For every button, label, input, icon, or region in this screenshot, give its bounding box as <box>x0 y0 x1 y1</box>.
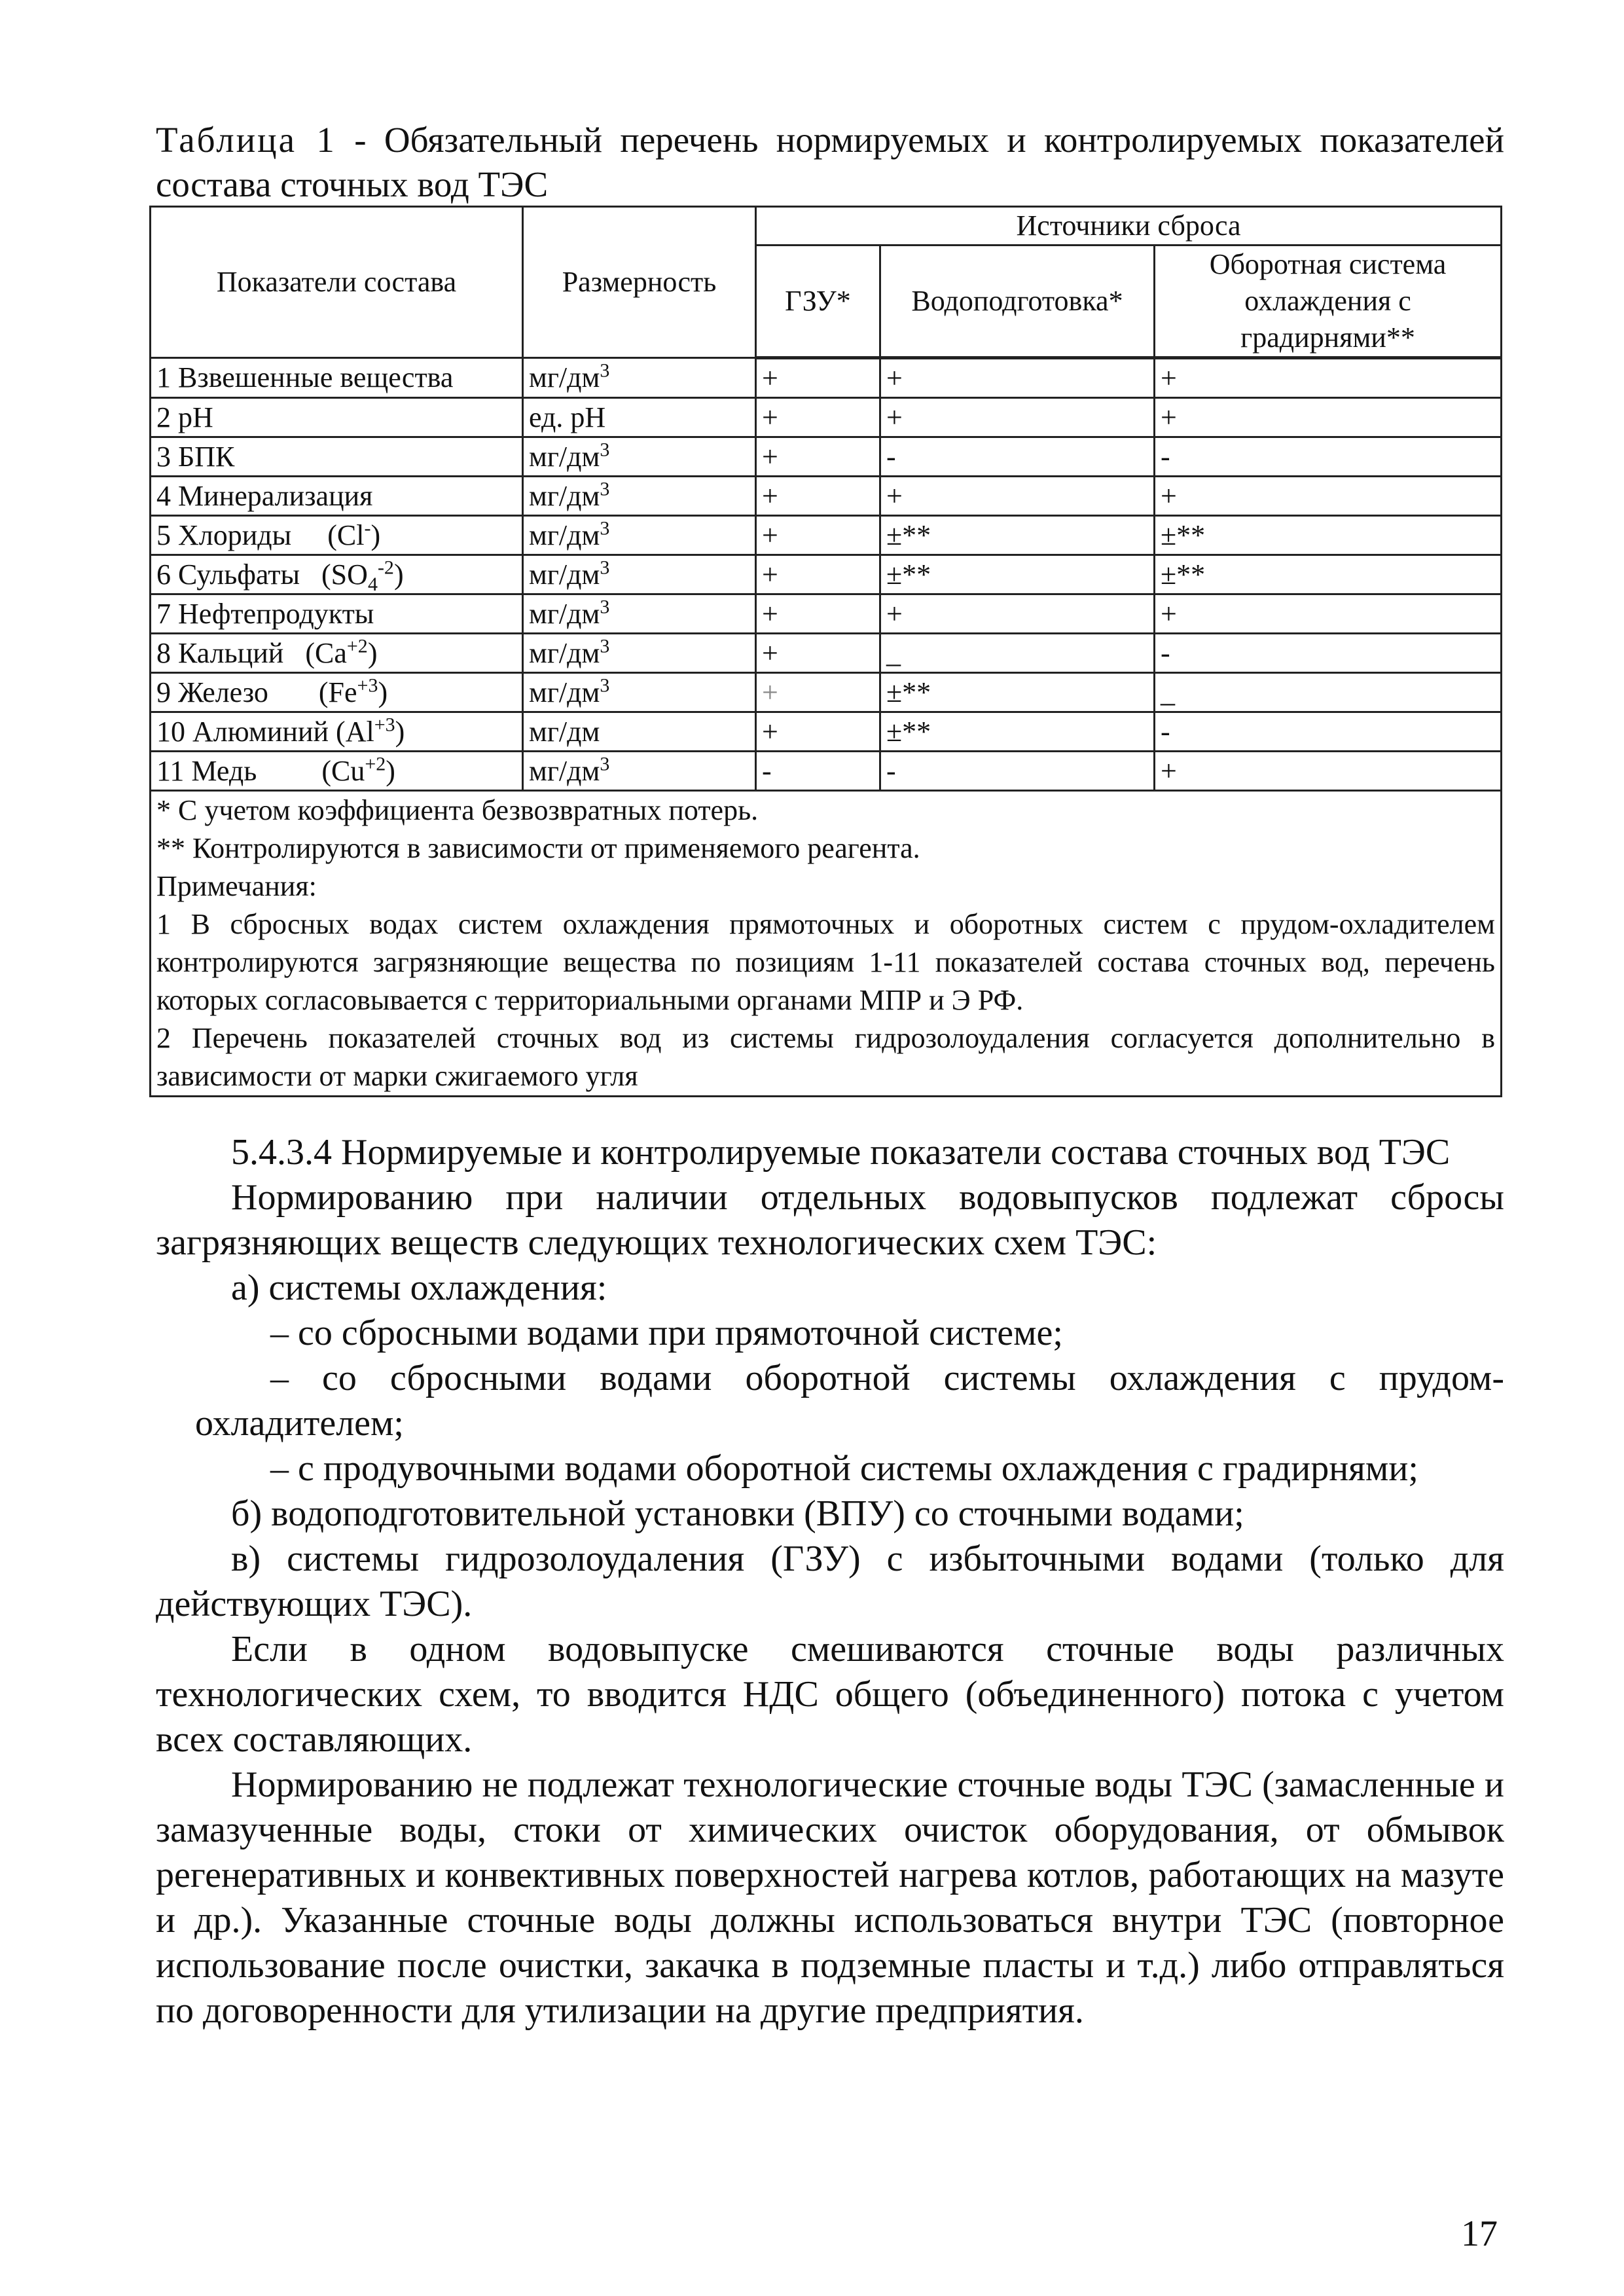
header-unit: Размерность <box>523 207 756 358</box>
cell-water-prep: + <box>880 477 1155 516</box>
cell-water-prep: ±** <box>880 712 1155 752</box>
cell-water-prep: _ <box>880 634 1155 673</box>
cell-gzu: - <box>756 752 880 791</box>
table-caption <box>156 118 1504 207</box>
table-row <box>151 516 1502 555</box>
cell-gzu: + <box>756 634 880 673</box>
table-row <box>151 398 1502 437</box>
cell-indicator: 4 Минерализация <box>151 477 523 516</box>
cell-indicator: 10 Алюминий $(Al^{+3})$ <box>151 712 523 752</box>
remark-1: 1 В сбросных водах систем охлаждения прямоточных и оборотных систем с прудом-охладителем контролируются загрязняющие вещества по позициям 1-11 показателей состава сточных вод, перечень которых согласовывается с территориальными органами МПР и Э РФ. <box>156 908 1495 1016</box>
list-item-c: в) системы гидрозолоудаления (ГЗУ) с избыточными водами (только для действующих ТЭС). <box>156 1539 1504 1624</box>
dash-item-2: – со сбросными водами оборотной системы охлаждения с прудом-охладителем; <box>195 1358 1504 1444</box>
cell-gzu: + <box>756 477 880 516</box>
cell-cooling: _ <box>1155 673 1502 712</box>
list-item-a: а) системы охлаждения: <box>231 1267 607 1308</box>
cell-unit: ед. pH <box>523 398 756 437</box>
header-indicator: Показатели состава <box>151 207 523 358</box>
cell-water-prep: - <box>880 752 1155 791</box>
table-row <box>151 752 1502 791</box>
table-caption-label: Таблица 1 <box>156 120 336 160</box>
remarks-title: Примечания: <box>156 870 317 902</box>
cell-cooling: - <box>1155 437 1502 477</box>
cell-unit: $мг/дм^3$ <box>523 594 756 634</box>
cell-unit: $мг/дм^3$ <box>523 437 756 477</box>
cell-unit: $мг/дм^3$ <box>523 673 756 712</box>
list-item-b: б) водоподготовительной установки (ВПУ) со сточными водами; <box>231 1493 1244 1534</box>
cell-indicator: 7 Нефтепродукты <box>151 594 523 634</box>
cell-cooling: + <box>1155 398 1502 437</box>
cell-unit: $мг/дм^3$ <box>523 358 756 398</box>
cell-water-prep: ±** <box>880 516 1155 555</box>
header-sources: Источники сброса <box>756 207 1502 246</box>
cell-gzu: + <box>756 358 880 398</box>
paragraph-2: Если в одном водовыпуске смешиваются сточные воды различных технологических схем, то вводится НДС общего (объединенного) потока с учетом всех составляющих. <box>156 1629 1504 1760</box>
paragraph-3: Нормированию не подлежат технологические сточные воды ТЭС (замасленные и замазученные воды, стоки от химических очисток оборудования, от обмывок регенеративных и конвективных поверхностей нагрева котлов, работающих на мазуте и др.). Указанные сточные воды должны использоваться внутри ТЭС (повторное использование после очистки, закачка в подземные пласты и т.д.) либо отправляться по договоренности для утилизации на другие предприятия. <box>156 1764 1504 2031</box>
section-heading: 5.4.3.4 Нормируемые и контролируемые показатели состава сточных вод ТЭС <box>231 1132 1451 1173</box>
page-number: 17 <box>1461 2214 1498 2254</box>
cell-unit: $мг/дм^3$ <box>523 555 756 594</box>
table-row <box>151 594 1502 634</box>
table-notes <box>151 791 1502 1097</box>
table-row <box>151 634 1502 673</box>
cell-cooling: + <box>1155 752 1502 791</box>
table-row <box>151 673 1502 712</box>
cell-cooling: - <box>1155 712 1502 752</box>
cell-cooling: + <box>1155 594 1502 634</box>
table-row <box>151 555 1502 594</box>
cell-gzu: + <box>756 712 880 752</box>
cell-water-prep: + <box>880 358 1155 398</box>
indicators-table <box>149 206 1502 1097</box>
cell-water-prep: + <box>880 398 1155 437</box>
cell-cooling: ±** <box>1155 516 1502 555</box>
header-cooling: Оборотная система охлаждения с градирнями** <box>1155 246 1502 358</box>
cell-water-prep: ±** <box>880 673 1155 712</box>
cell-indicator: 9 Железо $(Fe^{+3})$ <box>151 673 523 712</box>
cell-cooling: + <box>1155 358 1502 398</box>
table-row <box>151 477 1502 516</box>
dash-item-3: – с продувочными водами оборотной системы охлаждения с градирнями; <box>270 1448 1418 1489</box>
body-text <box>156 1130 1504 2033</box>
cell-indicator: 3 БПК <box>151 437 523 477</box>
cell-gzu: + <box>756 437 880 477</box>
cell-indicator: 5 Хлориды (Cl-) <box>151 516 523 555</box>
note-star2: ** Контролируются в зависимости от применяемого реагента. <box>156 832 920 864</box>
cell-unit: $мг/дм^3$ <box>523 634 756 673</box>
cell-gzu: + <box>756 516 880 555</box>
table-row <box>151 712 1502 752</box>
remark-2: 2 Перечень показателей сточных вод из системы гидрозолоудаления согласуется дополнительно в зависимости от марки сжигаемого угля <box>156 1022 1495 1092</box>
cell-gzu: + <box>756 594 880 634</box>
cell-water-prep: - <box>880 437 1155 477</box>
cell-unit: мг/дм <box>523 712 756 752</box>
cell-indicator: 11 Медь $(Cu^{+2})$ <box>151 752 523 791</box>
table-row <box>151 358 1502 398</box>
header-gzu: ГЗУ* <box>756 246 880 358</box>
cell-cooling: + <box>1155 477 1502 516</box>
cell-indicator: 2 pH <box>151 398 523 437</box>
note-star1: * С учетом коэффициента безвозвратных потерь. <box>156 794 759 826</box>
table-row <box>151 437 1502 477</box>
cell-unit: $мг/дм^3$ <box>523 752 756 791</box>
cell-water-prep: ±** <box>880 555 1155 594</box>
cell-cooling: - <box>1155 634 1502 673</box>
cell-indicator: 1 Взвешенные вещества <box>151 358 523 398</box>
cell-indicator: 8 Кальций $(Ca^{+2})$ <box>151 634 523 673</box>
cell-unit: $мг/дм^3$ <box>523 516 756 555</box>
cell-water-prep: + <box>880 594 1155 634</box>
cell-unit: $мг/дм^3$ <box>523 477 756 516</box>
cell-gzu: + <box>756 673 880 712</box>
cell-cooling: ±** <box>1155 555 1502 594</box>
table-caption-text: - Обязательный перечень нормируемых и контролируемых показателей состава сточных вод ТЭС <box>156 120 1504 204</box>
paragraph-1: Нормированию при наличии отдельных водовыпусков подлежат сбросы загрязняющих веществ следующих технологических схем ТЭС: <box>156 1177 1504 1263</box>
header-water-prep: Водоподготовка* <box>880 246 1155 358</box>
cell-gzu: + <box>756 555 880 594</box>
cell-gzu: + <box>756 398 880 437</box>
cell-indicator: 6 Сульфаты $(SO_4^{-2})$ <box>151 555 523 594</box>
dash-item-1: – со сбросными водами при прямоточной системе; <box>270 1313 1063 1353</box>
